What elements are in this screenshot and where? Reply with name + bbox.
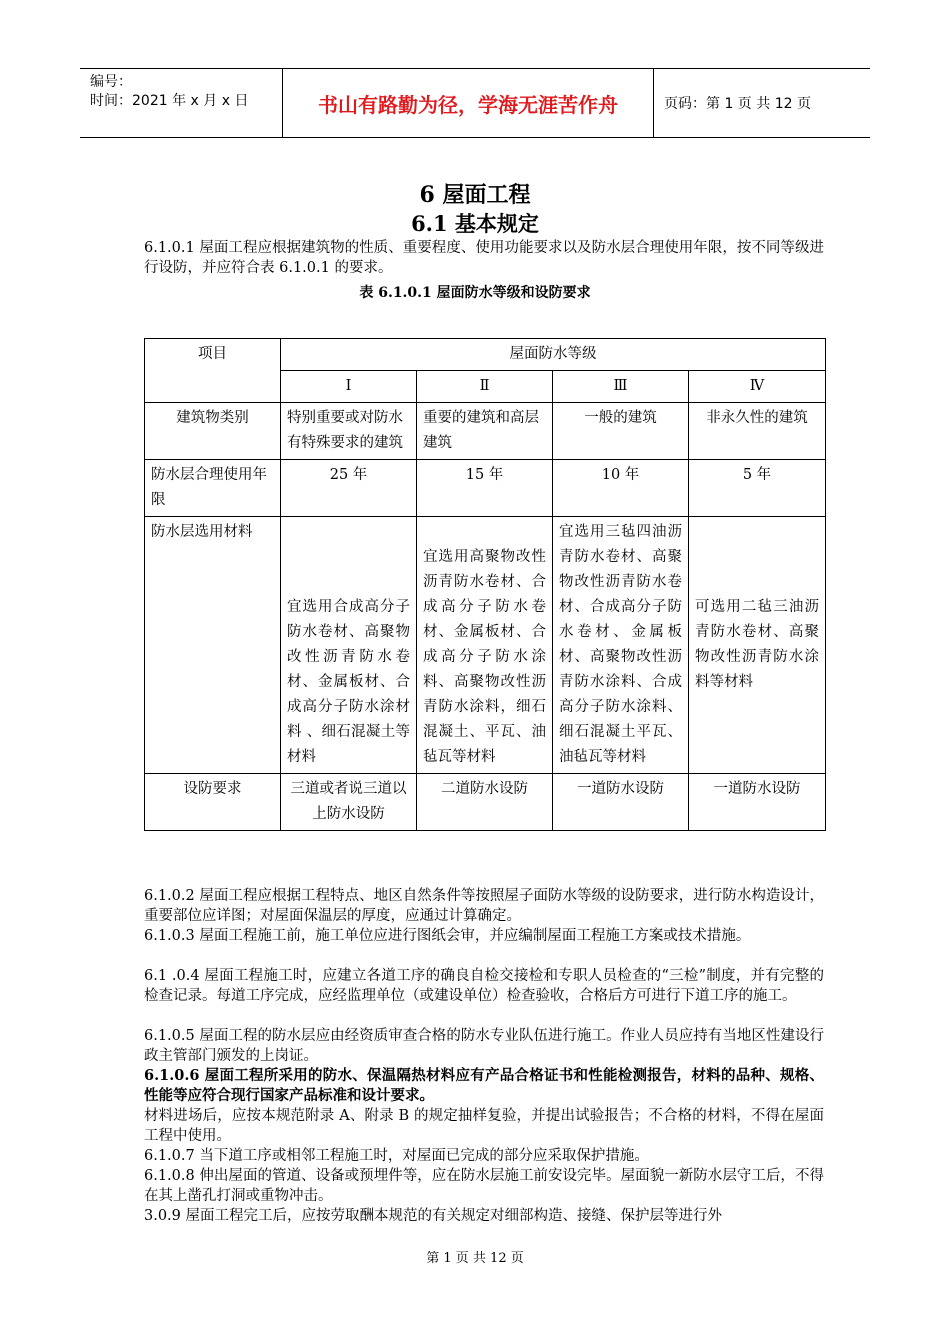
document-header (80, 68, 870, 138)
grade-cell: Ⅲ (553, 371, 689, 403)
table-row (145, 403, 826, 460)
body-paragraph-bold: 6.1.0.6 屋面工程所采用的防水、保温隔热材料应有产品合格证书和性能检测报告，材料的品种、规格、性能等应符合现行国家产品标准和设计要求。 (144, 1067, 824, 1104)
table-cell: 可选用二毡三油沥青防水卷材、高聚物改性沥青防水涂料等材料 (689, 517, 826, 774)
header-number-label: 编号： (90, 74, 132, 90)
table-cell: 一道防水设防 (689, 774, 826, 831)
header-date-label: 时间：2021 年 x 月 x 日 (90, 93, 249, 109)
table-row (145, 460, 826, 517)
waterproof-grade-table (144, 338, 826, 831)
page-footer: 第 1 页 共 12 页 (426, 1251, 524, 1266)
table-cell: 非永久性的建筑 (689, 403, 826, 460)
table-cell: 一般的建筑 (553, 403, 689, 460)
row-label-cell: 防水层选用材料 (145, 517, 281, 774)
body-paragraph: 6.1 .0.4 屋面工程施工时，应建立各道工序的确良自检交接检和专职人员检查的“三检”制度，并有完整的检查记录。每道工序完成，应经监理单位（或建设单位）检查验收，合格后方可进行下道工序的施工。 (144, 968, 824, 1004)
section-title: 6.1 基本规定 (411, 211, 539, 236)
table-cell: 一道防水设防 (553, 774, 689, 831)
header-grade-group-cell: 屋面防水等级 (281, 339, 826, 371)
grade-cell: Ⅳ (689, 371, 826, 403)
row-label-cell: 设防要求 (145, 774, 281, 831)
table-cell: 二道防水设防 (417, 774, 553, 831)
table-cell: 15 年 (417, 460, 553, 517)
header-meta (80, 69, 282, 137)
grade-cell: Ⅱ (417, 371, 553, 403)
body-paragraph: 3.0.9 屋面工程完工后，应按劳取酬本规范的有关规定对细部构造、接缝、保护层等进行外 (144, 1208, 722, 1224)
table-row (145, 517, 826, 774)
intro-paragraph: 6.1.0.1 屋面工程应根据建筑物的性质、重要程度、使用功能要求以及防水层合理使用年限，按不同等级进行设防，并应符合表 6.1.0.1 的要求。 (144, 240, 824, 276)
table-cell: 10 年 (553, 460, 689, 517)
table-cell: 三道或者说三道以上防水设防 (281, 774, 417, 831)
table-cell: 宜选用高聚物改性沥青防水卷材、合成高分子防水卷材、金属板材、合成高分子防水涂料、高聚物改性沥青防水涂料，细石混凝土、平瓦、油毡瓦等材料 (417, 517, 553, 774)
header-page-info: 页码：第 1 页 共 12 页 (664, 96, 811, 112)
header-motto: 书山有路勤为径，学海无涯苦作舟 (282, 69, 654, 137)
table-row (145, 774, 826, 831)
header-item-cell: 项目 (145, 339, 281, 403)
table-caption: 表 6.1.0.1 屋面防水等级和设防要求 (359, 285, 591, 301)
body-paragraph: 6.1.0.7 当下道工序或相邻工程施工时，对屋面已完成的部分应采取保护措施。 (144, 1148, 649, 1164)
row-label-cell: 建筑物类别 (145, 403, 281, 460)
table-cell: 25 年 (281, 460, 417, 517)
grade-cell: Ⅰ (281, 371, 417, 403)
body-paragraph: 6.1.0.2 屋面工程应根据工程特点、地区自然条件等按照屋子面防水等级的设防要求，进行防水构造设计，重要部位应详图；对屋面保温层的厚度，应通过计算确定。 (144, 888, 824, 924)
chapter-title: 6 屋面工程 (419, 182, 531, 208)
row-label-cell: 防水层合理使用年限 (145, 460, 281, 517)
body-paragraph: 6.1.0.5 屋面工程的防水层应由经资质审查合格的防水专业队伍进行施工。作业人员应持有当地区性建设行政主管部门颁发的上岗证。 (144, 1028, 824, 1064)
table-cell: 特别重要或对防水有特殊要求的建筑 (281, 403, 417, 460)
table-header-row (145, 339, 826, 371)
table-cell: 宜选用合成高分子防水卷材、高聚物改性沥青防水卷材、金属板材、合成高分子防水涂材料 、细石混凝土等材料 (281, 517, 417, 774)
body-paragraph: 材料进场后，应按本规范附录 A、附录 B 的规定抽样复验，并提出试验报告；不合格的材料，不得在屋面工程中使用。 (144, 1108, 824, 1144)
body-paragraph: 6.1.0.3 屋面工程施工前，施工单位应进行图纸会审，并应编制屋面工程施工方案或技术措施。 (144, 928, 751, 944)
table-cell: 5 年 (689, 460, 826, 517)
table-cell: 重要的建筑和高层建筑 (417, 403, 553, 460)
body-paragraph: 6.1.0.8 伸出屋面的管道、设备或预埋件等，应在防水层施工前安设完毕。屋面貌一新防水层守工后，不得在其上凿孔打洞或重物冲击。 (144, 1168, 824, 1204)
table-cell: 宜选用三毡四油沥青防水卷材、高聚物改性沥青防水卷材、合成高分子防水卷材、金属板材、高聚物改性沥青防水涂料、合成高分子防水涂料、细石混凝土平瓦、油毡瓦等材料 (553, 517, 689, 774)
